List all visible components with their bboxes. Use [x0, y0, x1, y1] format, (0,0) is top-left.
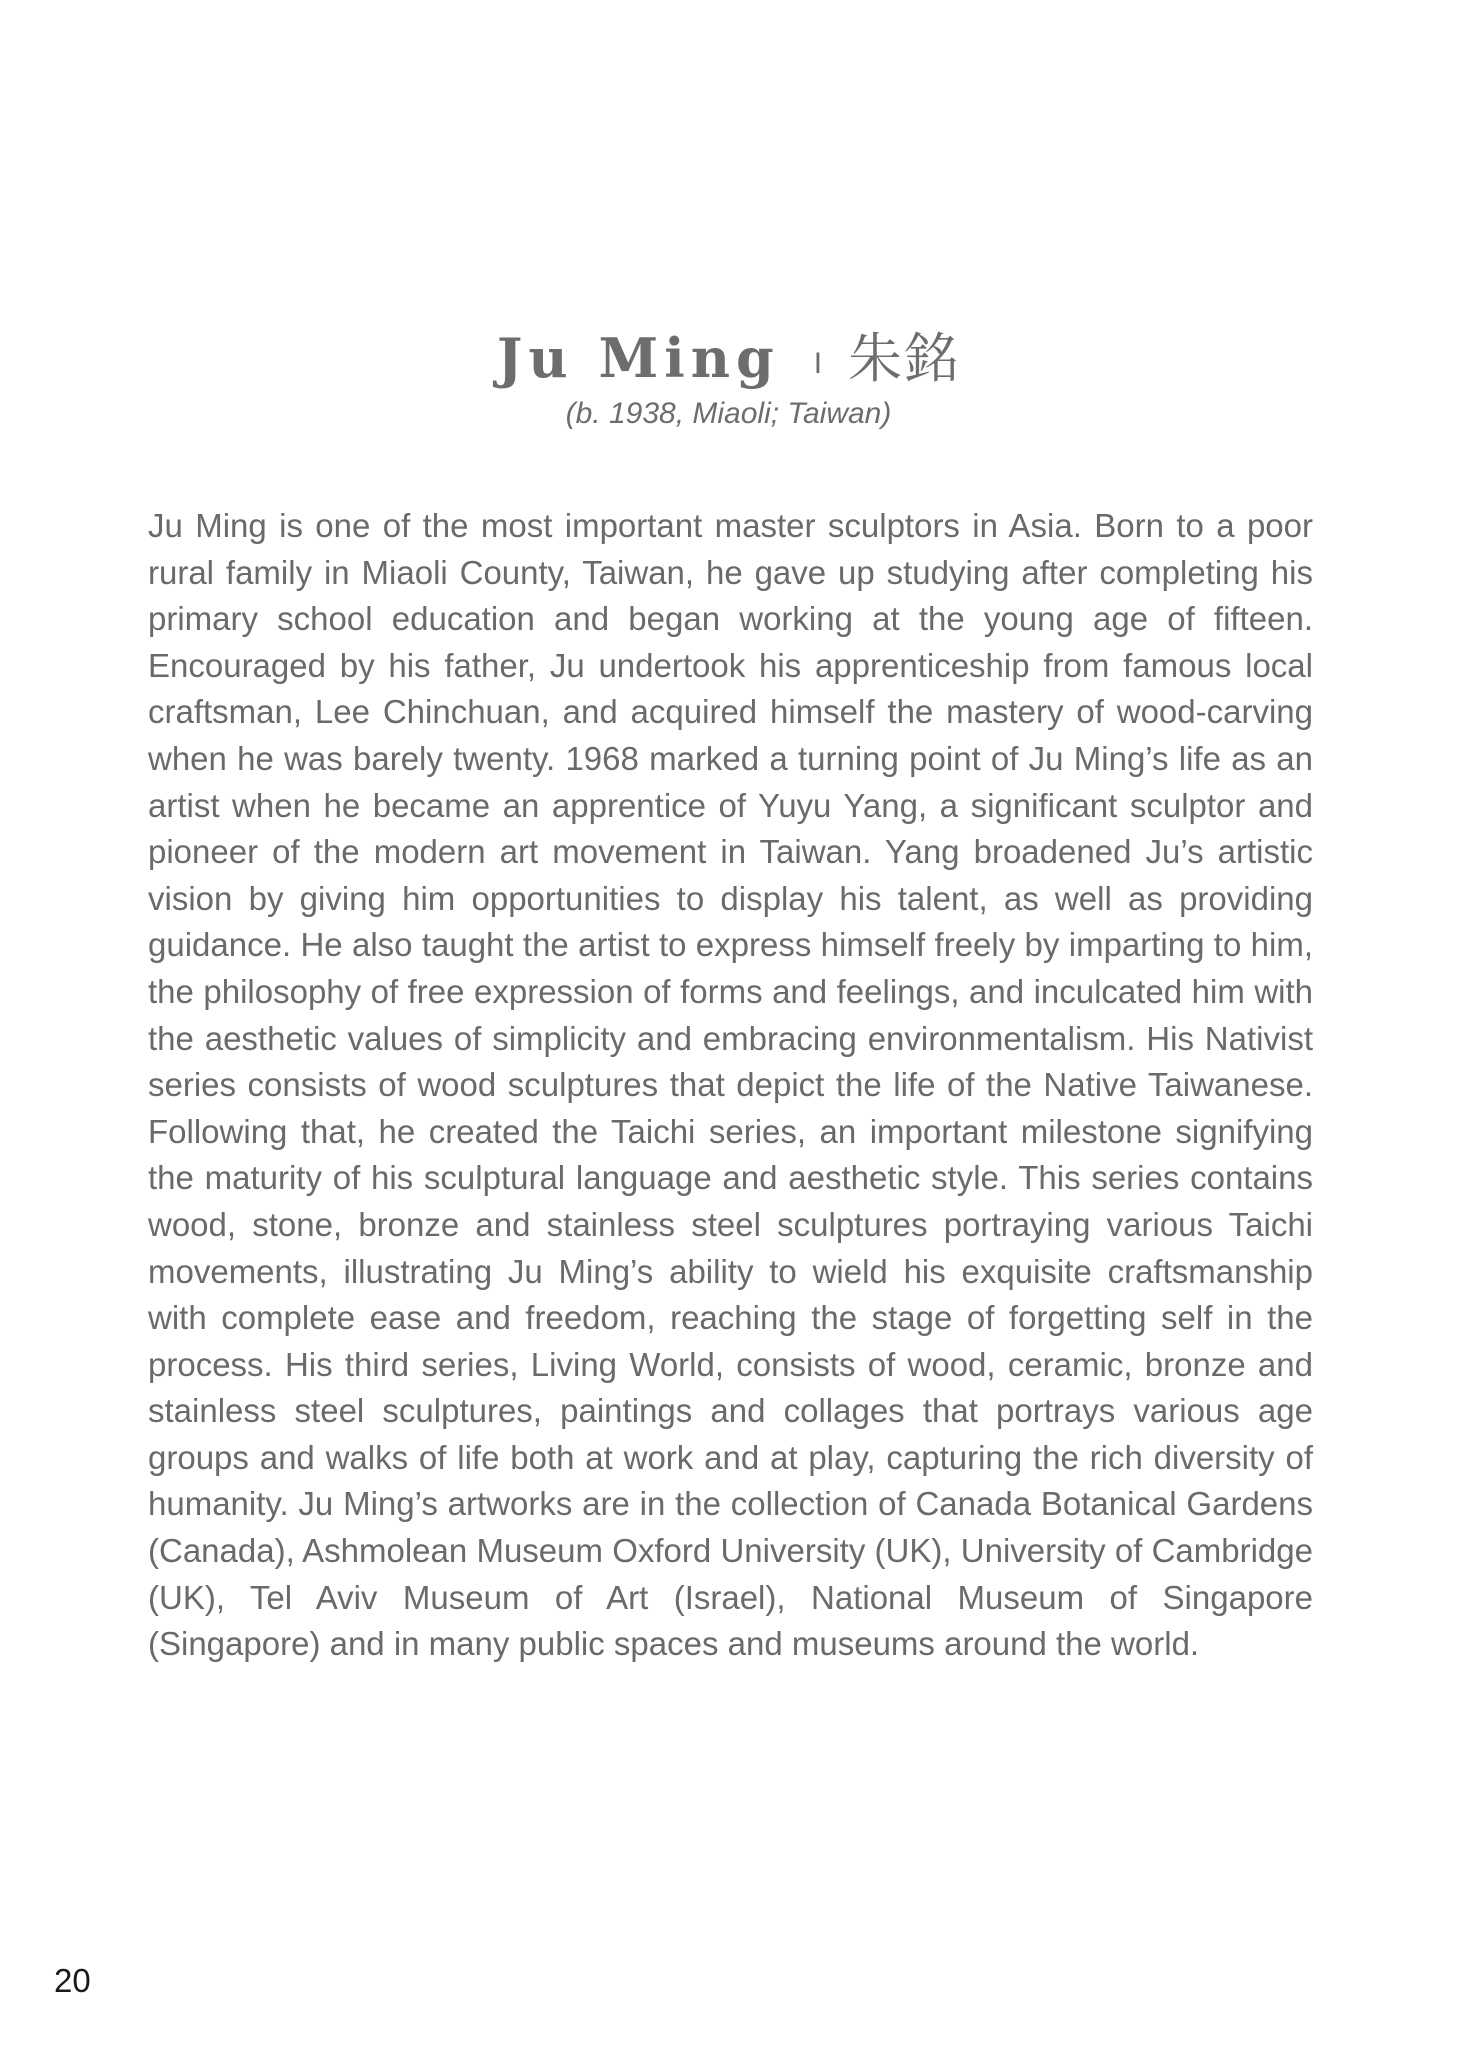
artist-name-english: Ju Ming [496, 326, 780, 390]
artist-birth-info: (b. 1938, Miaoli; Taiwan) [565, 397, 892, 430]
title-separator: I [813, 347, 823, 380]
artist-title [0, 316, 1457, 393]
artist-name-chinese: 朱銘 [848, 327, 961, 390]
artist-biography: Ju Ming is one of the most important master sculptors in Asia. Born to a poor rural family in Miaoli County, Taiwan, he gave up studying after completing his primary school education and began working at the young age of fifteen. Encouraged by his father, Ju undertook his apprenticeship from famous local craftsman, Lee Chinchuan, and acquired himself the mastery of wood-carving when he was barely twenty. 1968 marked a turning point of Ju Ming’s life as an artist when he became an apprentice of Yuyu Yang, a significant sculptor and pioneer of the modern art movement in Taiwan. Yang broadened Ju’s artistic vision by giving him opportunities to display his talent, as well as providing guidance. He also taught the artist to express himself freely by imparting to him, the philosophy of free expression of forms and feelings, and inculcated him with the aesthetic values of simplicity and embracing environmentalism. His Nativist series consists of wood sculptures that depict the life of the Native Taiwanese. Following that, he created the Taichi series, an important milestone signifying the maturity of his sculptural language and aesthetic style. This series contains wood, stone, bronze and stainless steel sculptures portraying various Taichi movements, illustrating Ju Ming’s ability to wield his exquisite craftsmanship with complete ease and freedom, reaching the stage of forgetting self in the process. His third series, Living World, consists of wood, ceramic, bronze and stainless steel sculptures, paintings and collages that portrays various age groups and walks of life both at work and at play, capturing the rich diversity of humanity. Ju Ming’s artworks are in the collection of Canada Botanical Gardens (Canada), Ashmolean Museum Oxford University (UK), University of Cambridge (UK), Tel Aviv Museum of Art (Israel), National Museum of Singapore (Singapore) and in many public spaces and museums around the world. [148, 507, 1313, 1663]
artist-header [0, 316, 1457, 431]
page-number: 20 [54, 1962, 91, 1999]
